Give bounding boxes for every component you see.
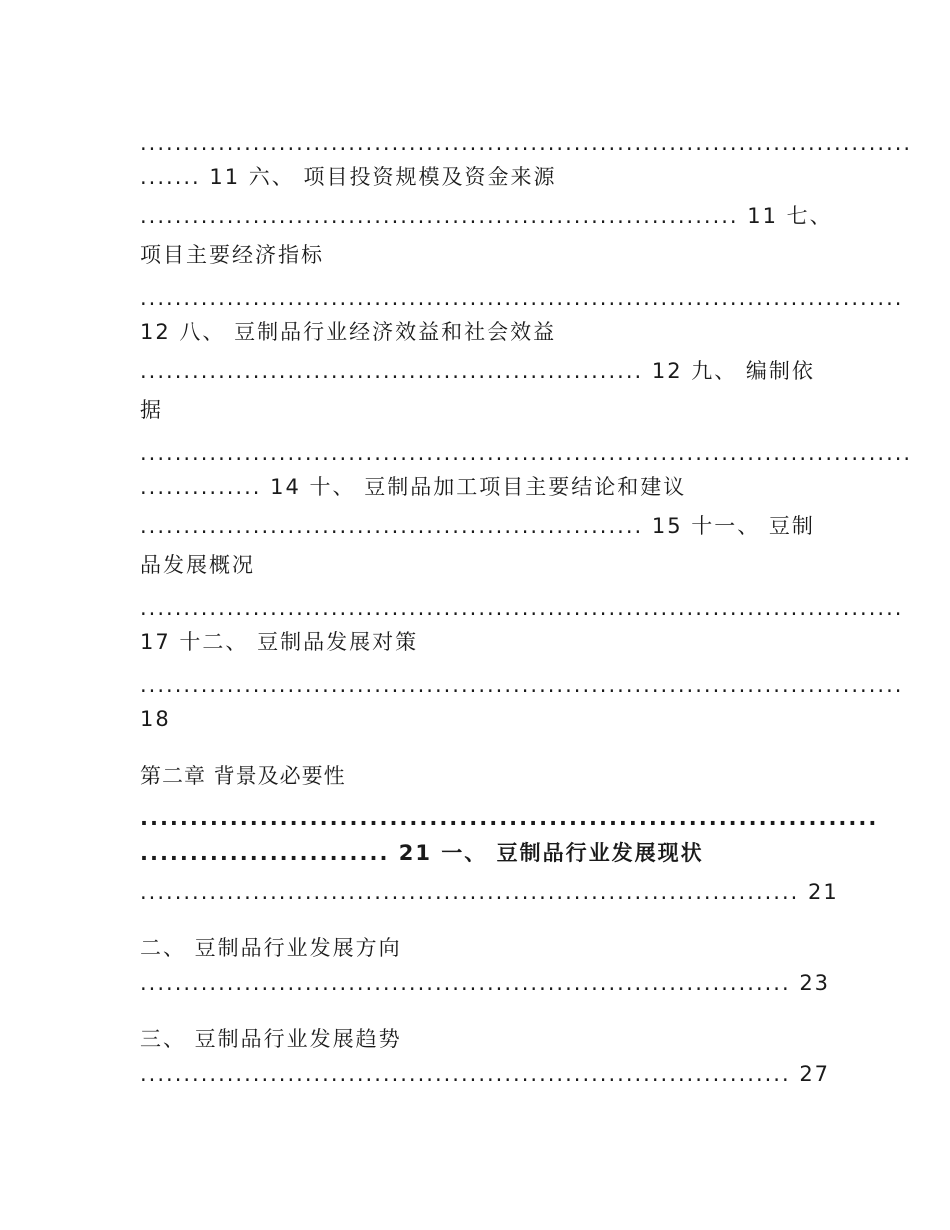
chapter-heading: 第二章 背景及必要性 — [140, 764, 346, 788]
toc-line: ....... 11 六、 项目投资规模及资金来源 — [140, 165, 557, 189]
toc-line: ........................................................................... 27 — [140, 1062, 831, 1086]
toc-line: 18 — [140, 707, 171, 731]
toc-line: ........................................................................... 23 — [140, 971, 831, 995]
toc-line: 三、 豆制品行业发展趋势 — [140, 1027, 402, 1051]
toc-line: ......................................................................................... — [140, 441, 913, 465]
toc-line: ......................................................................................... — [140, 131, 913, 155]
toc-line: ........................................................................................ — [140, 596, 904, 620]
toc-line: ........................................................................................ — [140, 286, 904, 310]
toc-line: 17 十二、 豆制品发展对策 — [140, 630, 419, 654]
toc-line: .......................................................... 15 十一、 豆制 — [140, 514, 815, 538]
toc-line: ........................................................................................ — [140, 673, 904, 697]
toc-line: .............. 14 十、 豆制品加工项目主要结论和建议 — [140, 475, 687, 499]
toc-line: 12 八、 豆制品行业经济效益和社会效益 — [140, 320, 557, 344]
toc-line: ............................................................................ 21 — [140, 880, 839, 904]
toc-line: .......................................................... 12 九、 编制依 — [140, 359, 815, 383]
toc-line: 项目主要经济指标 — [140, 243, 324, 267]
toc-line-bold: .......................................................................... — [140, 806, 879, 830]
toc-line: 二、 豆制品行业发展方向 — [140, 936, 402, 960]
toc-line: 据 — [140, 398, 163, 422]
toc-line: 品发展概况 — [140, 553, 255, 577]
toc-line: ..................................................................... 11 七、 — [140, 204, 833, 228]
toc-line-bold: ......................... 21 一、 豆制品行业发展现状 — [140, 841, 704, 865]
